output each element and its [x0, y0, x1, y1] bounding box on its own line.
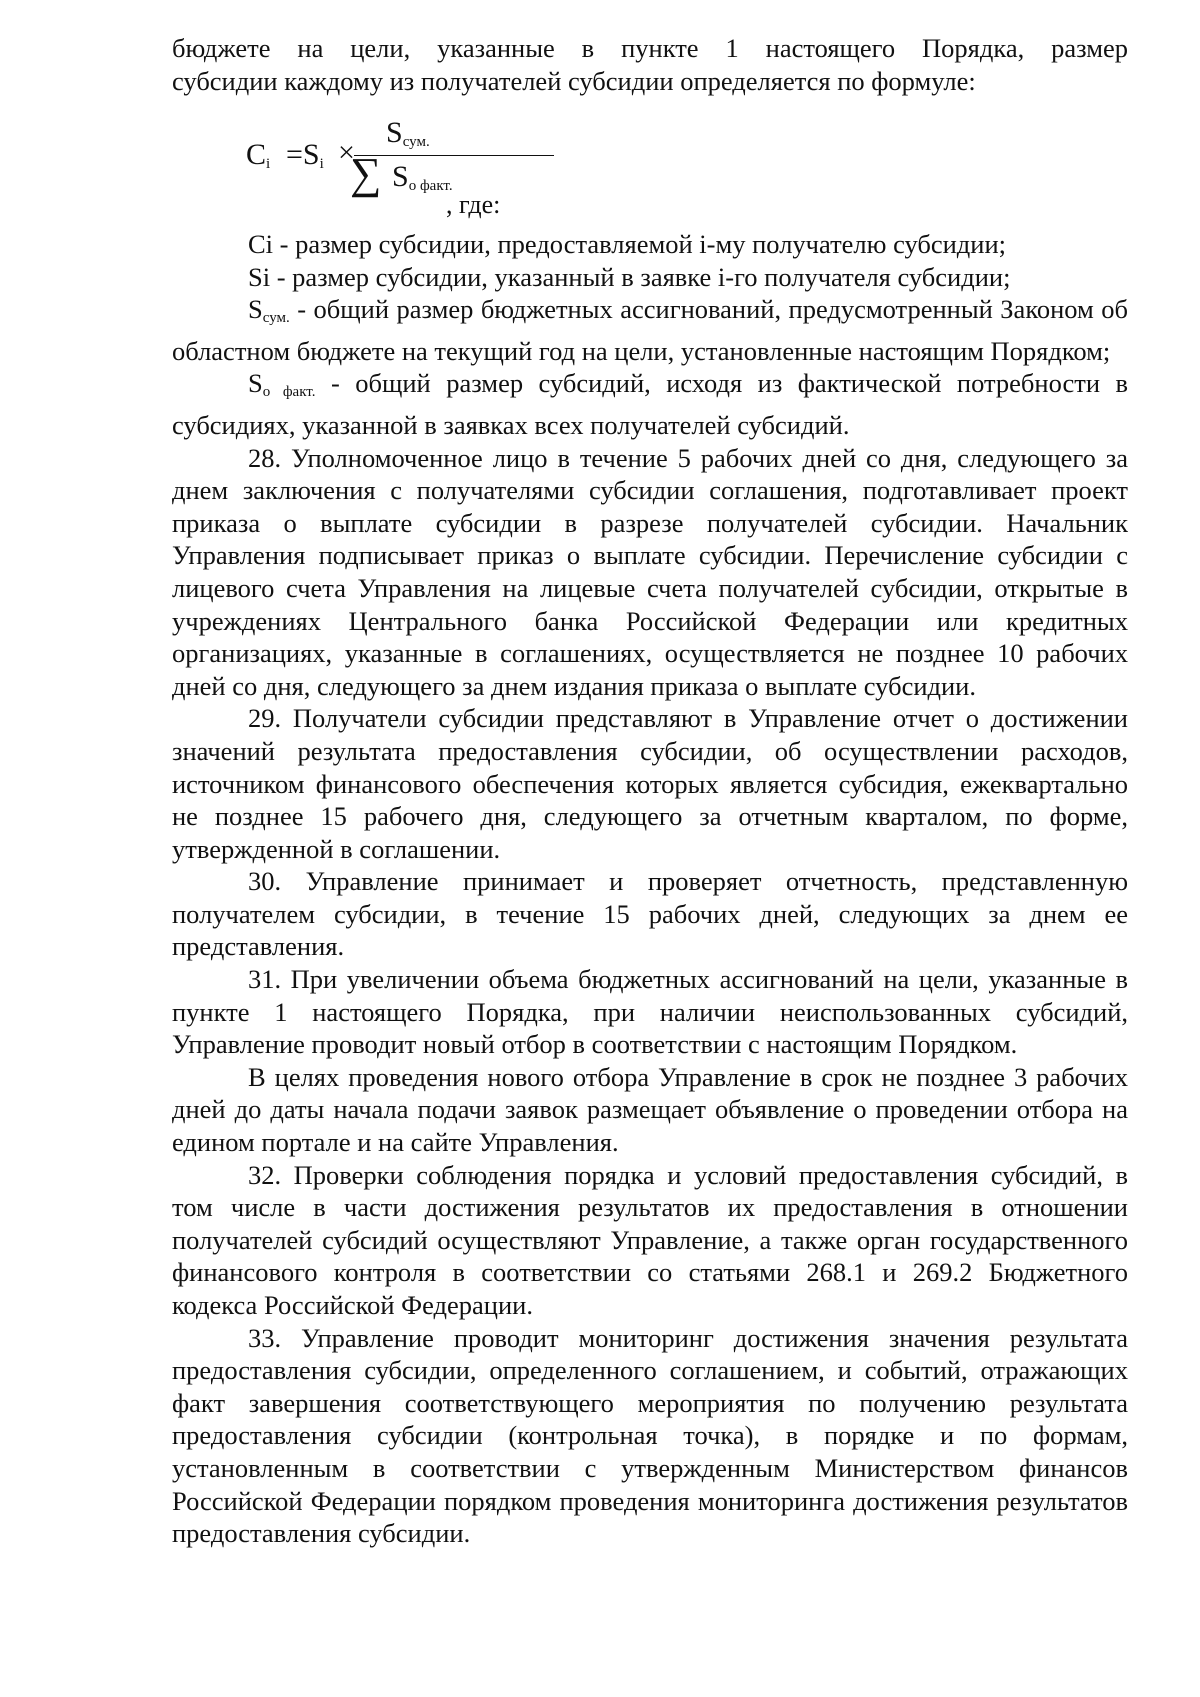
- paragraph-30: 30. Управление принимает и проверяет отчетность, представленную получателем субсидии, в течение 15 рабочих дней, следующих за днем ее представления.: [172, 866, 1128, 962]
- definitions-block: [172, 228, 1128, 1550]
- sum-sign: ∑: [350, 149, 382, 198]
- definition-ci: Ci - размер субсидии, предоставляемой i-му получателю субсидии;: [248, 229, 1007, 259]
- paragraph-31-continued: В целях проведения нового отбора Управление в срок не позднее 3 рабочих дней до даты начала подачи заявок размещает объявление о проведении отбора на едином портале и на сайте Управления.: [172, 1061, 1128, 1158]
- formula-denominator: $S_{о факт.}$: [392, 160, 453, 194]
- formula-lhs: $C_i$: [246, 138, 271, 172]
- formula-rhs-si: $=S_i$: [286, 138, 324, 172]
- paragraph-33: 33. Управление проводит мониторинг достижения значения результата предоставления субсидии, определенного соглашением, и событий, отражающих факт завершения соответствующего мероприятия по получению результата предоставления субсидии (контрольная точка), в порядке и по формам, установленным в соответствии с утвержденным Министерством финансов Российской Федерации порядком проведения мониторинга достижения результатов предоставления субсидии.: [172, 1322, 1128, 1549]
- fraction-bar: [354, 155, 554, 156]
- definition-ssum: $S_{сум.}$ - общий размер бюджетных ассигнований, предусмотренный Законом об областном бюджете на текущий год на цели, установленные настоящим Порядком;: [172, 294, 1128, 366]
- paragraph-28: 28. Уполномоченное лицо в течение 5 рабочих дней со дня, следующего за днем заключения с получателями субсидии соглашения, подготавливает проект приказа о выплате субсидии в разрезе получателей субсидии. Начальник Управления подписывает приказ о выплате субсидии. Перечисление субсидии с лицевого счета Управления на лицевые счета получателей субсидии, открытые в учреждениях Центрального банка Российской Федерации или кредитных организациях, указанные в соглашениях, осуществляется не позднее 10 рабочих дней со дня, следующего за днем издания приказа о выплате субсидии.: [172, 442, 1128, 701]
- intro-block: [172, 32, 1128, 97]
- times-sign: ×: [338, 136, 355, 169]
- formula-where: , где:: [446, 190, 501, 219]
- paragraph-31: 31. При увеличении объема бюджетных ассигнований на цели, указанные в пункте 1 настоящего Порядка, при наличии неиспользованных субсидий, Управление проводит новый отбор в соответствии с настоящим Порядком.: [172, 964, 1128, 1060]
- paragraph-32: 32. Проверки соблюдения порядка и условий предоставления субсидий, в том числе в части достижения результатов их предоставления в отношении получателей субсидий осуществляют Управление, а также орган государственного финансового контроля в соответствии со статьями 268.1 и 269.2 Бюджетного кодекса Российской Федерации.: [172, 1159, 1128, 1320]
- formula-numerator: $S_{сум.}$: [386, 116, 430, 150]
- intro-line-2: субсидии каждому из получателей субсидии определяется по формуле:: [172, 65, 976, 96]
- definition-si: Si - размер субсидии, указанный в заявке i-го получателя субсидии;: [248, 261, 1011, 292]
- intro-line-1: бюджете на цели, указанные в пункте 1 настоящего Порядка, размер: [172, 33, 1128, 63]
- subsidy-formula: [246, 118, 566, 228]
- paragraph-29: 29. Получатели субсидии представляют в Управление отчет о достижении значений результата предоставления субсидии, об осуществлении расходов, источником финансового обеспечения которых является субсидия, ежеквартально не позднее 15 рабочего дня, следующего за отчетным кварталом, по форме, утвержденной в соглашении.: [172, 703, 1128, 864]
- definition-sfact: $S_{о факт.}$ - общий размер субсидий, исходя из фактической потребности в субсидиях, указанной в заявках всех получателей субсидий.: [172, 368, 1128, 440]
